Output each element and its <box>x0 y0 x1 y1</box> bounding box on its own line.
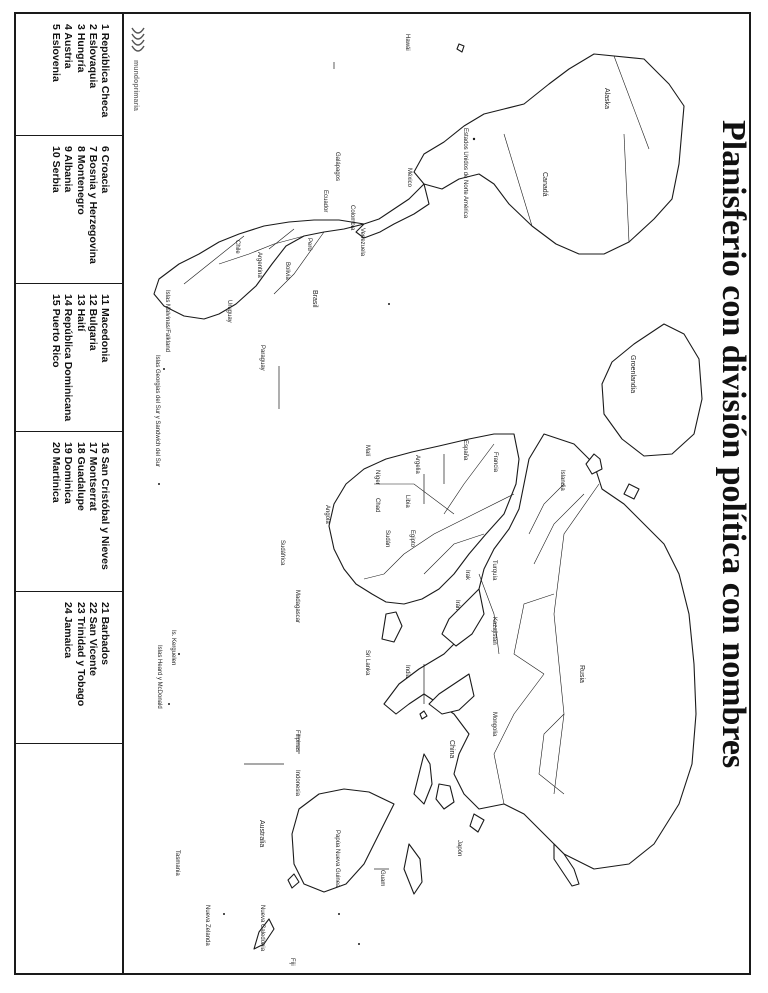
label-bolivia: Bolivia <box>284 262 290 280</box>
label-sudafrica: Sudáfrica <box>279 540 285 566</box>
legend-item: 24 Jamaica <box>62 602 75 659</box>
label-malvinas: Islas Malvinas/Falkland <box>164 290 170 353</box>
legend-item: 17 Montserrat <box>86 442 99 511</box>
legend-cell-5 <box>16 592 122 744</box>
island-dot <box>358 943 360 945</box>
world-map <box>124 14 704 969</box>
borneo <box>436 784 454 809</box>
island-dot <box>178 653 180 655</box>
island-dot <box>473 138 475 140</box>
legend-item: 19 Dominica <box>62 442 75 504</box>
label-alaska: Alaska <box>603 88 610 110</box>
legend-item: 14 República Dominicana <box>62 294 75 422</box>
label-usa: Estados Unidos de Norte América <box>462 128 468 219</box>
new-guinea <box>404 844 422 894</box>
label-canada: Canadá <box>541 172 548 197</box>
island-dot <box>338 913 340 915</box>
greenland <box>602 324 702 456</box>
legend-cell-6 <box>16 744 122 973</box>
label-francia: Francia <box>492 452 498 473</box>
label-kerguelen: Is. Kerguelen <box>170 630 176 666</box>
legend-item: 6 Croacia <box>99 146 111 194</box>
legend-item: 9 Albania <box>62 146 75 193</box>
legend-item: 5 Eslovenia <box>50 24 63 82</box>
label-japon: Japón <box>456 840 462 857</box>
legend-cell-4 <box>16 432 122 592</box>
page-title: Planisferio con división política con nombres <box>715 120 752 769</box>
label-islandia: Islandia <box>559 470 565 491</box>
legend-item: 4 Austria <box>62 24 75 69</box>
label-papua: Papúa Nueva Guinea <box>334 830 340 888</box>
label-fiji: Fiji <box>289 958 295 966</box>
label-turquia: Turquía <box>491 560 497 581</box>
label-irak: Irak <box>464 570 470 581</box>
legend-item: 2 Eslovaquia <box>86 24 99 89</box>
legend-column-5 <box>62 602 111 752</box>
label-heard: Islas Heard y McDonald <box>156 645 162 709</box>
legend-item: 12 Bulgaria <box>86 294 99 351</box>
label-peru: Perú <box>306 238 312 251</box>
island-dot <box>223 913 225 915</box>
label-nueva-zelanda: Nueva Zelanda <box>204 905 210 946</box>
indonesia <box>414 754 432 804</box>
legend-item: 7 Bosnia y Herzegovina <box>86 146 99 264</box>
legend-item: 18 Guadalupe <box>74 442 87 511</box>
legend-item: 3 Hungría <box>74 24 87 73</box>
label-indonesia: Indonesia <box>294 770 300 797</box>
title-area <box>700 110 752 870</box>
legend-item: 10 Serbia <box>50 146 63 193</box>
island-dot <box>168 703 170 705</box>
label-madagascar: Madagascar <box>294 590 300 624</box>
central-america <box>356 184 429 238</box>
label-venezuela: Venezuela <box>359 228 365 257</box>
label-chad: Chad <box>374 498 380 513</box>
label-china: China <box>448 740 455 759</box>
legend-item: 21 Barbados <box>99 602 111 666</box>
label-sudan: Sudán <box>384 530 390 548</box>
legend-item: 1 República Checa <box>99 24 111 118</box>
legend-item: 13 Haití <box>74 294 87 332</box>
sri-lanka <box>420 711 427 719</box>
label-niger: Níger <box>374 470 380 485</box>
label-nueva-caledonia: Nueva Caledonia <box>259 905 265 952</box>
legend-cell-2 <box>16 136 122 284</box>
country-legend <box>16 14 124 973</box>
label-guam: Guam <box>379 870 385 887</box>
label-sri-lanka: Sri Lanka <box>364 650 370 676</box>
label-rusia: Rusia <box>578 665 585 683</box>
label-argelia: Argelia <box>414 455 420 474</box>
label-mongolia: Mongolia <box>491 712 497 737</box>
label-india: India <box>404 665 410 679</box>
legend-column-3 <box>50 294 111 444</box>
island-dot <box>158 483 160 485</box>
label-australia: Australia <box>258 820 265 848</box>
label-argentina: Argentina <box>256 252 262 278</box>
legend-item: 22 San Vicente <box>86 602 99 676</box>
label-filipinas: Filipinas <box>294 730 300 753</box>
label-kazajistan: Kazajistán <box>491 617 497 645</box>
legend-cell-1 <box>16 14 122 136</box>
label-hawai: Hawái <box>404 34 410 51</box>
legend-cell-3 <box>16 284 122 432</box>
label-uruguay: Uruguay <box>226 300 232 323</box>
logo-text: mundoprimaria <box>132 60 139 111</box>
label-chile: Chile <box>234 240 240 254</box>
label-ecuador: Ecuador <box>322 190 328 213</box>
label-colombia: Colombia <box>349 205 355 231</box>
label-galapagos: Galápagos <box>334 152 340 182</box>
legend-item: 23 Trinidad y Tobago <box>74 602 87 707</box>
label-paraguay: Paraguay <box>259 345 265 371</box>
label-iran: Irán <box>454 600 460 611</box>
label-georgias: Islas Georgias del Sur y Sandwich del Sur <box>154 355 160 468</box>
label-espana: España <box>462 440 468 461</box>
label-libia: Libia <box>404 495 410 508</box>
island-dot <box>388 303 390 305</box>
philippines <box>470 814 484 832</box>
label-mexico: México <box>406 168 412 188</box>
legend-column-2 <box>50 146 111 296</box>
iceland <box>624 484 639 499</box>
label-angola: Angola <box>324 505 330 524</box>
legend-item: 11 Macedonia <box>99 294 111 363</box>
label-tasmania: Tasmania <box>174 850 180 876</box>
tasmania <box>288 874 299 888</box>
madagascar <box>382 612 402 642</box>
legend-item: 15 Puerto Rico <box>50 294 63 368</box>
hawaii <box>457 44 464 52</box>
island-dot <box>163 368 165 370</box>
legend-item: 20 Martinica <box>50 442 63 503</box>
label-groenlandia: Groenlandia <box>629 355 636 394</box>
label-egipto: Egipto <box>409 530 415 548</box>
legend-column-4 <box>50 442 111 592</box>
label-brasil: Brasil <box>311 290 318 308</box>
legend-item: 16 San Cristóbal y Nieves <box>99 442 111 570</box>
north-america-landmass <box>414 54 684 254</box>
legend-item: 8 Montenegro <box>74 146 87 215</box>
label-mali: Malí <box>364 445 370 457</box>
